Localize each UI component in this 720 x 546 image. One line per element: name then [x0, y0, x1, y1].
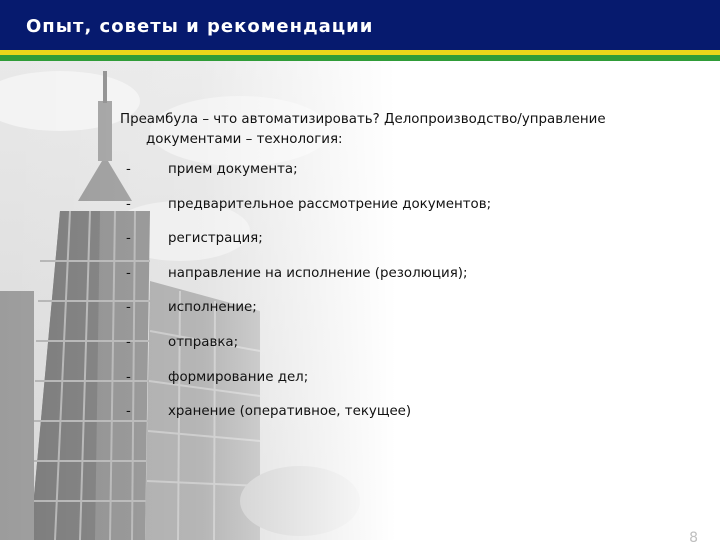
bullet-dash: - — [126, 196, 131, 212]
list-item-text: прием документа; — [168, 162, 298, 177]
bullet-dash: - — [126, 369, 131, 385]
bullet-dash: - — [126, 334, 131, 350]
list-item — [120, 197, 700, 232]
bullet-dash: - — [126, 300, 131, 316]
list-item-text: регистрация; — [168, 231, 263, 247]
list-item-text: исполнение; — [168, 300, 257, 316]
list-item-text: формирование дел; — [168, 369, 309, 385]
list-item-text: хранение (оперативное, текущее) — [168, 404, 412, 420]
title-bar — [0, 0, 720, 50]
bullet-dash: - — [126, 162, 131, 177]
slide-title: Опыт, советы и рекомендации — [26, 16, 374, 37]
bullet-dash: - — [126, 265, 131, 281]
bullet-dash: - — [126, 231, 131, 247]
list-item — [120, 266, 700, 301]
preamble-text: Преамбула – что автоматизировать? Делопроизводство/управление документами – технология: — [120, 112, 606, 147]
list-item — [120, 370, 700, 405]
list-item — [120, 404, 700, 439]
content-area — [120, 110, 700, 439]
bullet-dash: - — [126, 404, 131, 420]
list-item — [120, 231, 700, 266]
list-item — [120, 162, 700, 197]
list-item-text: направление на исполнение (резолюция); — [168, 265, 468, 281]
process-list — [120, 162, 700, 439]
page-number: 8 — [689, 530, 698, 546]
list-item-text: отправка; — [168, 334, 239, 350]
list-item — [120, 300, 700, 335]
list-item-text: предварительное рассмотрение документов; — [168, 196, 492, 212]
list-item — [120, 335, 700, 370]
